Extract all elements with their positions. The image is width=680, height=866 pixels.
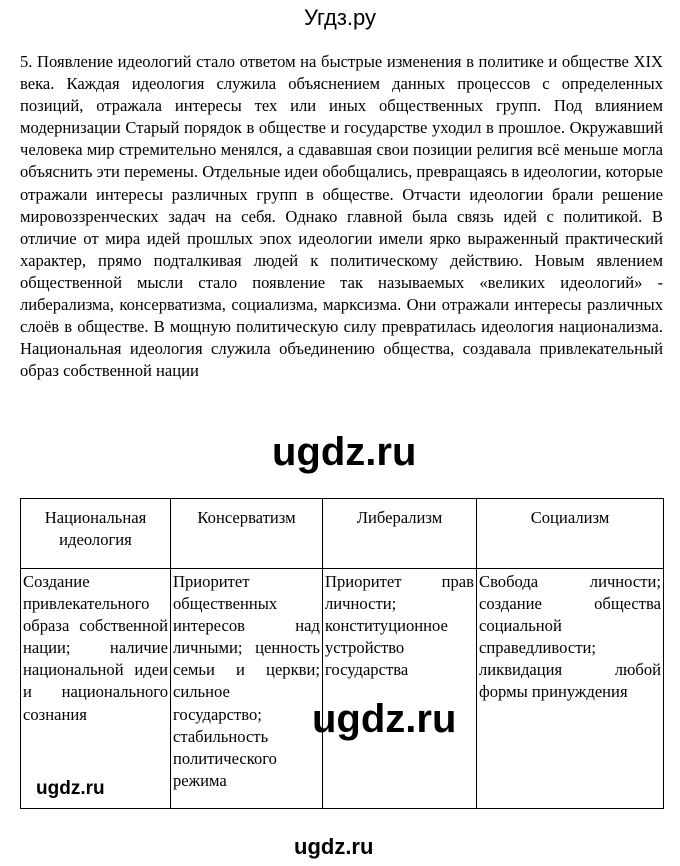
cell-socialism: Свобода личности; создание общества социальной справедливости; ликвидация любой формы принуждения	[477, 569, 664, 809]
ideologies-table	[20, 498, 664, 809]
answer-paragraph: 5. Появление идеологий стало ответом на быстрые изменения в политике и обществе XIX века. Каждая идеология служила объяснением данных процессов с определенных позиций, отражала интересы тех или иных общественных групп. Под влиянием модернизации Старый порядок в обществе и государстве уходил в прошлое. Окружавший человека мир стремительно менялся, а сдававшая свои позиции религия всё меньше могла объяснить эти перемены. Отдельные идеи обобщались, превращаясь в идеологии, которые отражали интересы различных групп в обществе. Отчасти идеологии брали решение мировоззренческих задач на себя. Однако главной была связь идей с политикой. В отличие от мира идей прошлых эпох идеологии имели ярко выраженный практический характер, прямо подталкивая людей к политическому действию. Новым явлением общественной мысли стало появление так называемых «великих идеологий» - либерализма, консерватизма, социализма, марксизма. Они отражали интересы различных слоёв в обществе. В мощную политическую силу превратилась идеология национализма. Национальная идеология служила объединению общества, создавала привлекательный образ собственной нации	[20, 52, 663, 381]
watermark: ugdz.ru	[312, 697, 457, 741]
watermark: ugdz.ru	[272, 430, 417, 474]
cell-liberalism: Приоритет прав личности; конституционное устройство государства	[323, 569, 477, 809]
watermark: ugdz.ru	[294, 834, 374, 859]
watermark: ugdz.ru	[36, 778, 105, 799]
header-cell-socialism: Социализм	[477, 499, 664, 569]
table-row	[21, 569, 664, 809]
cell-conservatism: Приоритет общественных интересов над личными; ценность семьи и церкви; сильное государство; стабильность политического режима	[171, 569, 323, 809]
header-cell-liberalism: Либерализм	[323, 499, 477, 569]
header-cell-national: Национальная идеология	[21, 499, 171, 569]
table-header-row	[21, 499, 664, 569]
cell-national: Создание привлекательного образа собственной нации; наличие национальной идеи и национального сознания	[21, 569, 171, 809]
header-cell-conservatism: Консерватизм	[171, 499, 323, 569]
site-title: Угдз.ру	[303, 5, 377, 30]
